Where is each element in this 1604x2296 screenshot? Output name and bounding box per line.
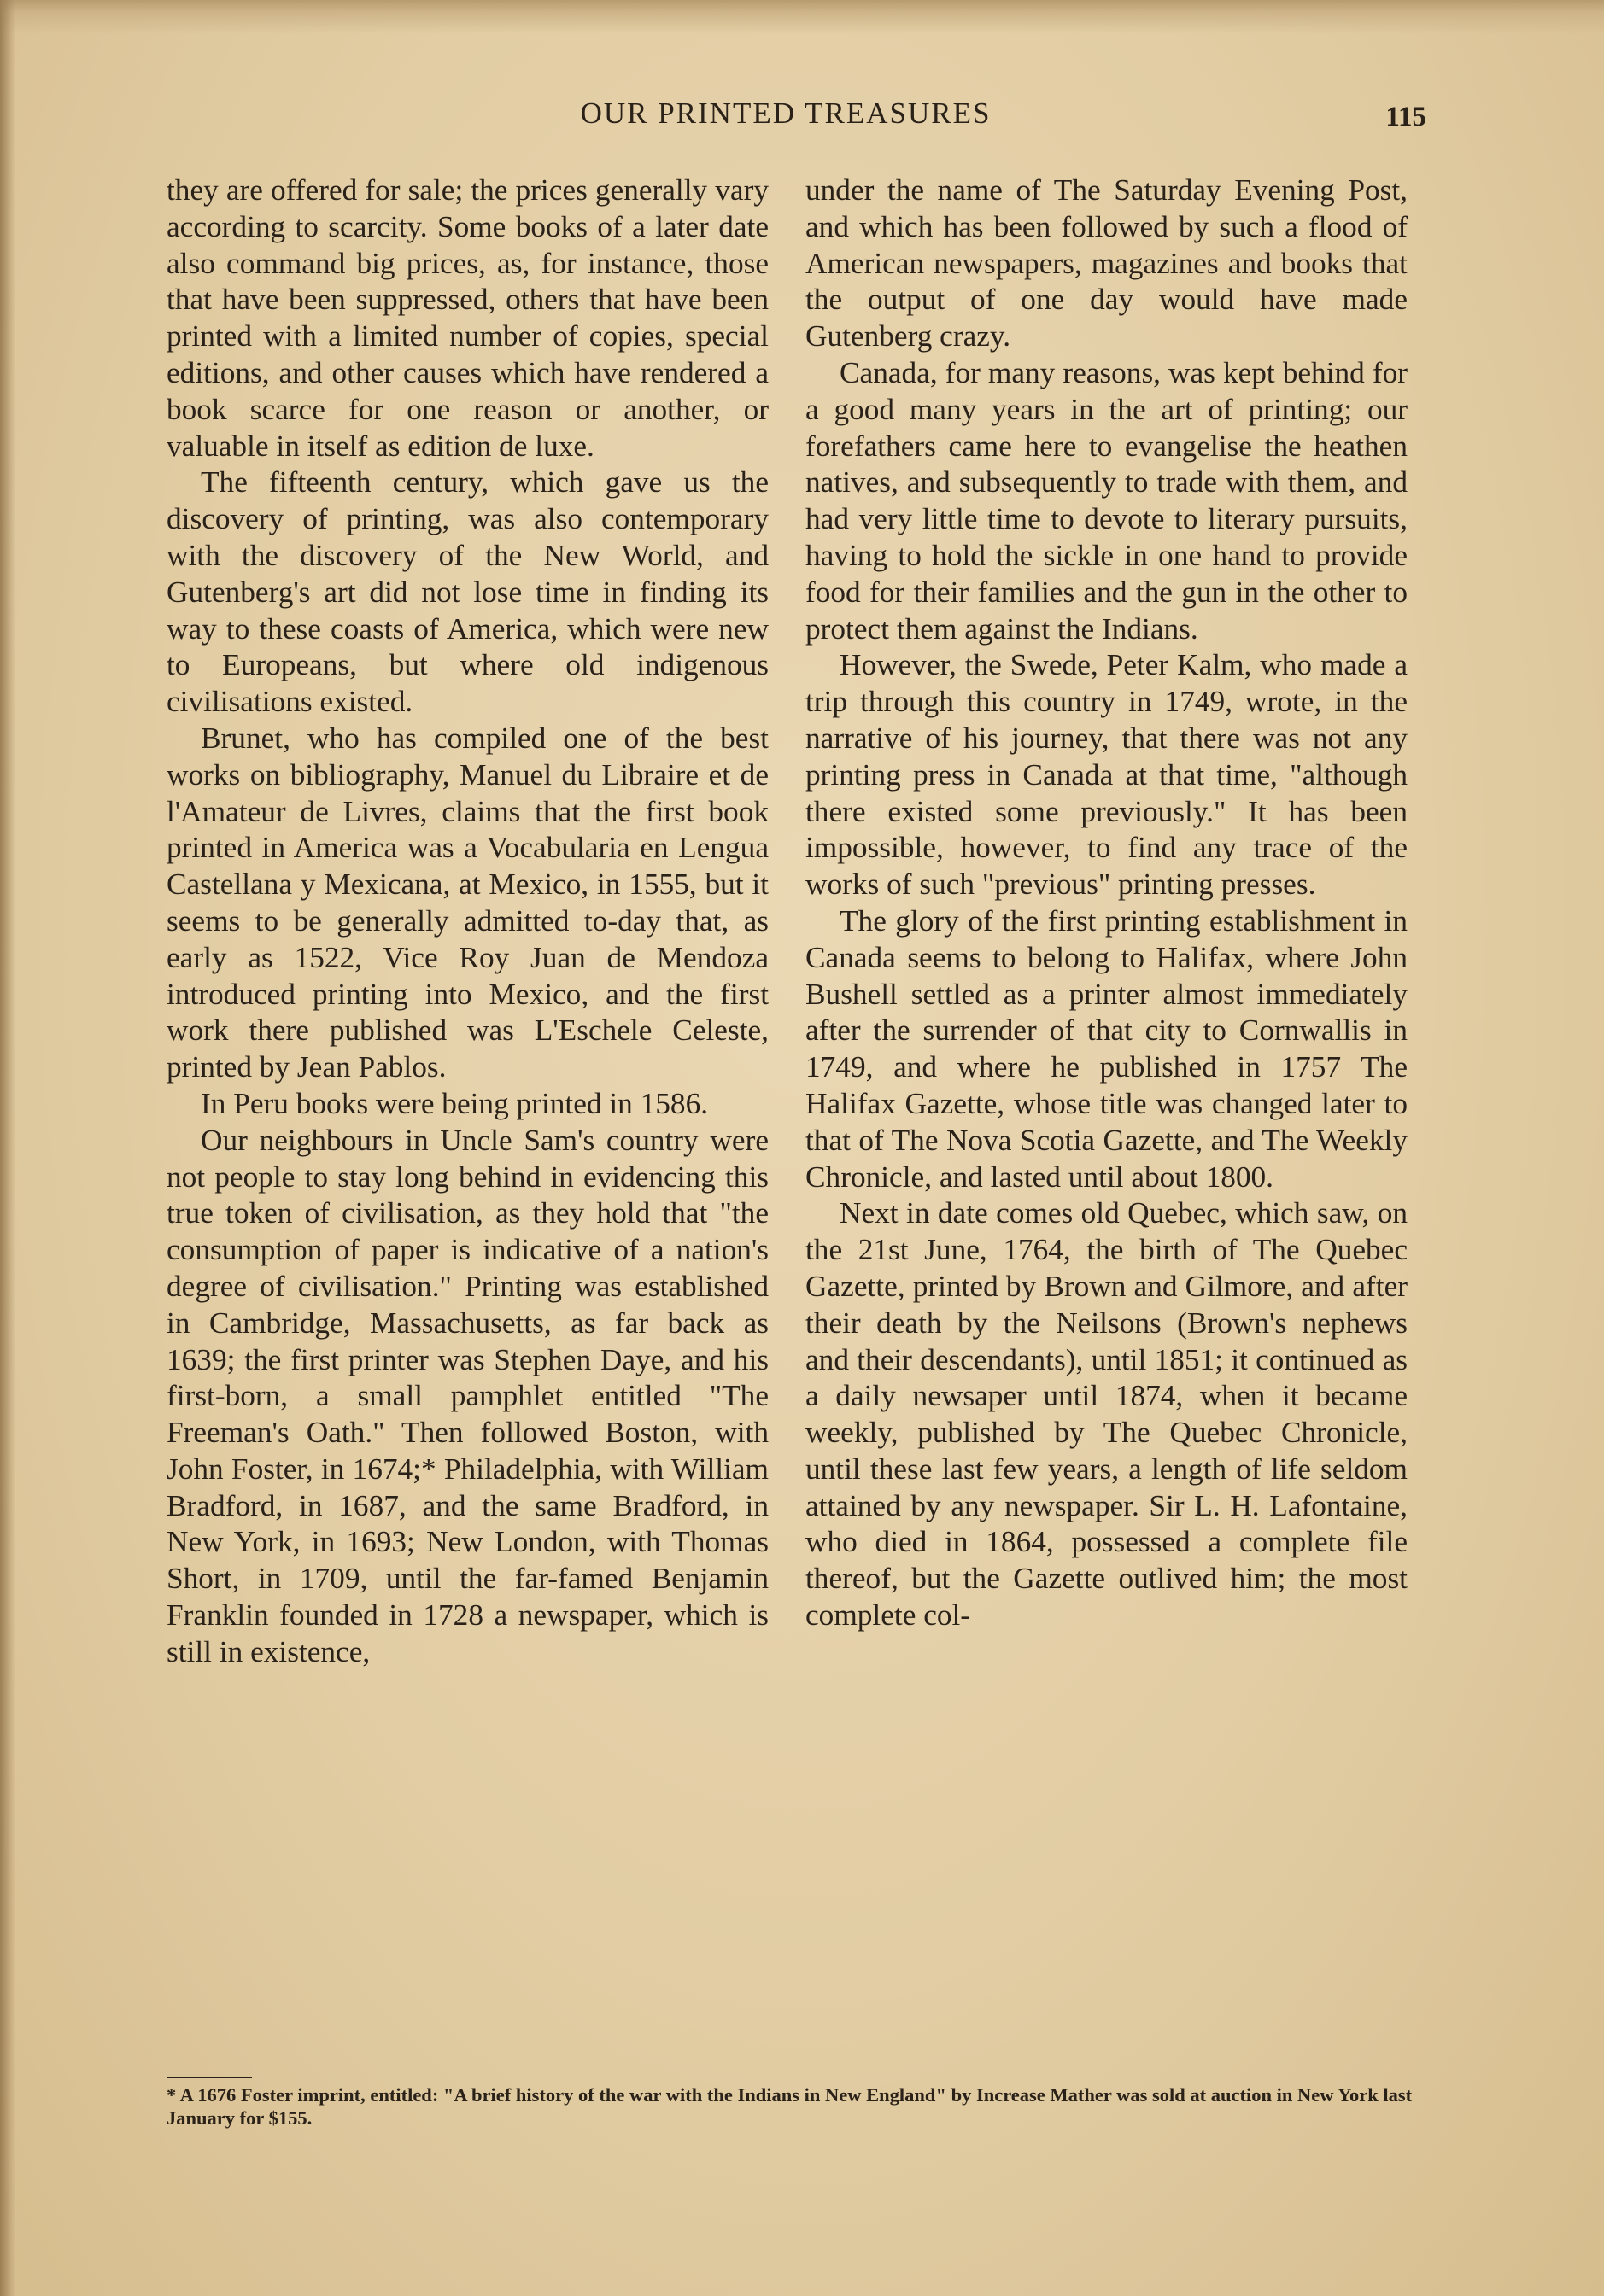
paragraph: In Peru books were being printed in 1586. xyxy=(201,1086,709,1120)
paragraph: The glory of the first printing establishment in Canada seems to belong to Halifax, where John Bushell settled as a printer almost immediately after the surrender of that city to Cornwallis in 1749, and where he published in 1757 The Halifax Gazette, whose title was changed later to that of The Nova Scotia Gazette, and The Weekly Chronicle, and lasted until about 1800. xyxy=(805,903,1408,1194)
page-number: 115 xyxy=(1385,102,1426,132)
paragraph: Next in date comes old Quebec, which saw, on the 21st June, 1764, the birth of The Quebec Gazette, printed by Brown and Gilmore, and after their death by the Neilsons (Brown's nephews and their descendants), until 1851; it continued as a daily newsaper until 1874, when it became weekly, published by The Quebec Chronicle, until these last few years, a length of life seldom attained by any newspaper. Sir L. H. Lafontaine, who died in 1864, possessed a complete file thereof, but the Gazette outlived him; the most complete col- xyxy=(805,1196,1408,1633)
left-column xyxy=(167,172,769,1671)
paragraph: they are offered for sale; the prices generally vary according to scarcity. Some books of a later date also command big prices, as, for instance, those that have been suppressed, others that have been printed with a limited number of copies, special editions, and other causes which have rendered a book scarce for one reason or another, or valuable in itself as edition de luxe. xyxy=(167,173,769,463)
paragraph: Canada, for many reasons, was kept behind for a good many years in the art of printing; our forefathers came here to evangelise the heathen natives, and subsequently to trade with them, and had very little time to devote to literary pursuits, having to hold the sickle in one hand to provide food for their families and the gun in the other to protect them against the Indians. xyxy=(805,355,1408,646)
page-binding-edge xyxy=(0,0,15,2296)
page-top-edge xyxy=(0,0,1604,34)
page-header xyxy=(162,92,1426,135)
right-column xyxy=(805,172,1408,1634)
footnote-rule xyxy=(167,2077,252,2078)
footnote: * A 1676 Foster imprint, entitled: "A brief history of the war with the Indians in New England" by Increase Mather was sold at auction in New York last January for $155. xyxy=(167,2084,1413,2129)
paragraph: Our neighbours in Uncle Sam's country were not people to stay long behind in evidencing this true token of civilisation, as they hold that "the consumption of paper is indicative of a nation's degree of civilisation." Printing was established in Cambridge, Massachusetts, as far back as 1639; the first printer was Stephen Daye, and his first-born, a small pamphlet entitled "The Freeman's Oath." Then followed Boston, with John Foster, in 1674;* Philadelphia, with William Bradford, in 1687, and the same Bradford, in New York, in 1693; New London, with Thomas Short, in 1709, until the far-famed Benjamin Franklin founded in 1728 a newspaper, which is still in existence, xyxy=(167,1123,769,1668)
running-title: OUR PRINTED TREASURES xyxy=(580,96,992,130)
paragraph: Brunet, who has compiled one of the best works on bibliography, Manuel du Libraire et de l'Amateur de Livres, claims that the first book printed in America was a Vocabularia en Lengua Castellana y Mexicana, at Mexico, in 1555, but it seems to be generally admitted to-day that, as early as 1522, Vice Roy Juan de Mendoza introduced printing into Mexico, and the first work there published was L'Eschele Celeste, printed by Jean Pablos. xyxy=(167,721,769,1084)
paragraph: The fifteenth century, which gave us the discovery of printing, was also contemporary with the discovery of the New World, and Gutenberg's art did not lose time in finding its way to these coasts of America, which were new to Europeans, but where old indigenous civilisations existed. xyxy=(167,465,769,719)
paragraph: However, the Swede, Peter Kalm, who made a trip through this country in 1749, wrote, in the narrative of his journey, that there was not any printing press in Canada at that time, "although there existed some previously." It has been impossible, however, to find any trace of the works of such "previous" printing presses. xyxy=(805,648,1408,902)
paragraph: under the name of The Saturday Evening Post, and which has been followed by such a flood of American newspapers, magazines and books that the output of one day would have made Gutenberg crazy. xyxy=(805,173,1408,353)
